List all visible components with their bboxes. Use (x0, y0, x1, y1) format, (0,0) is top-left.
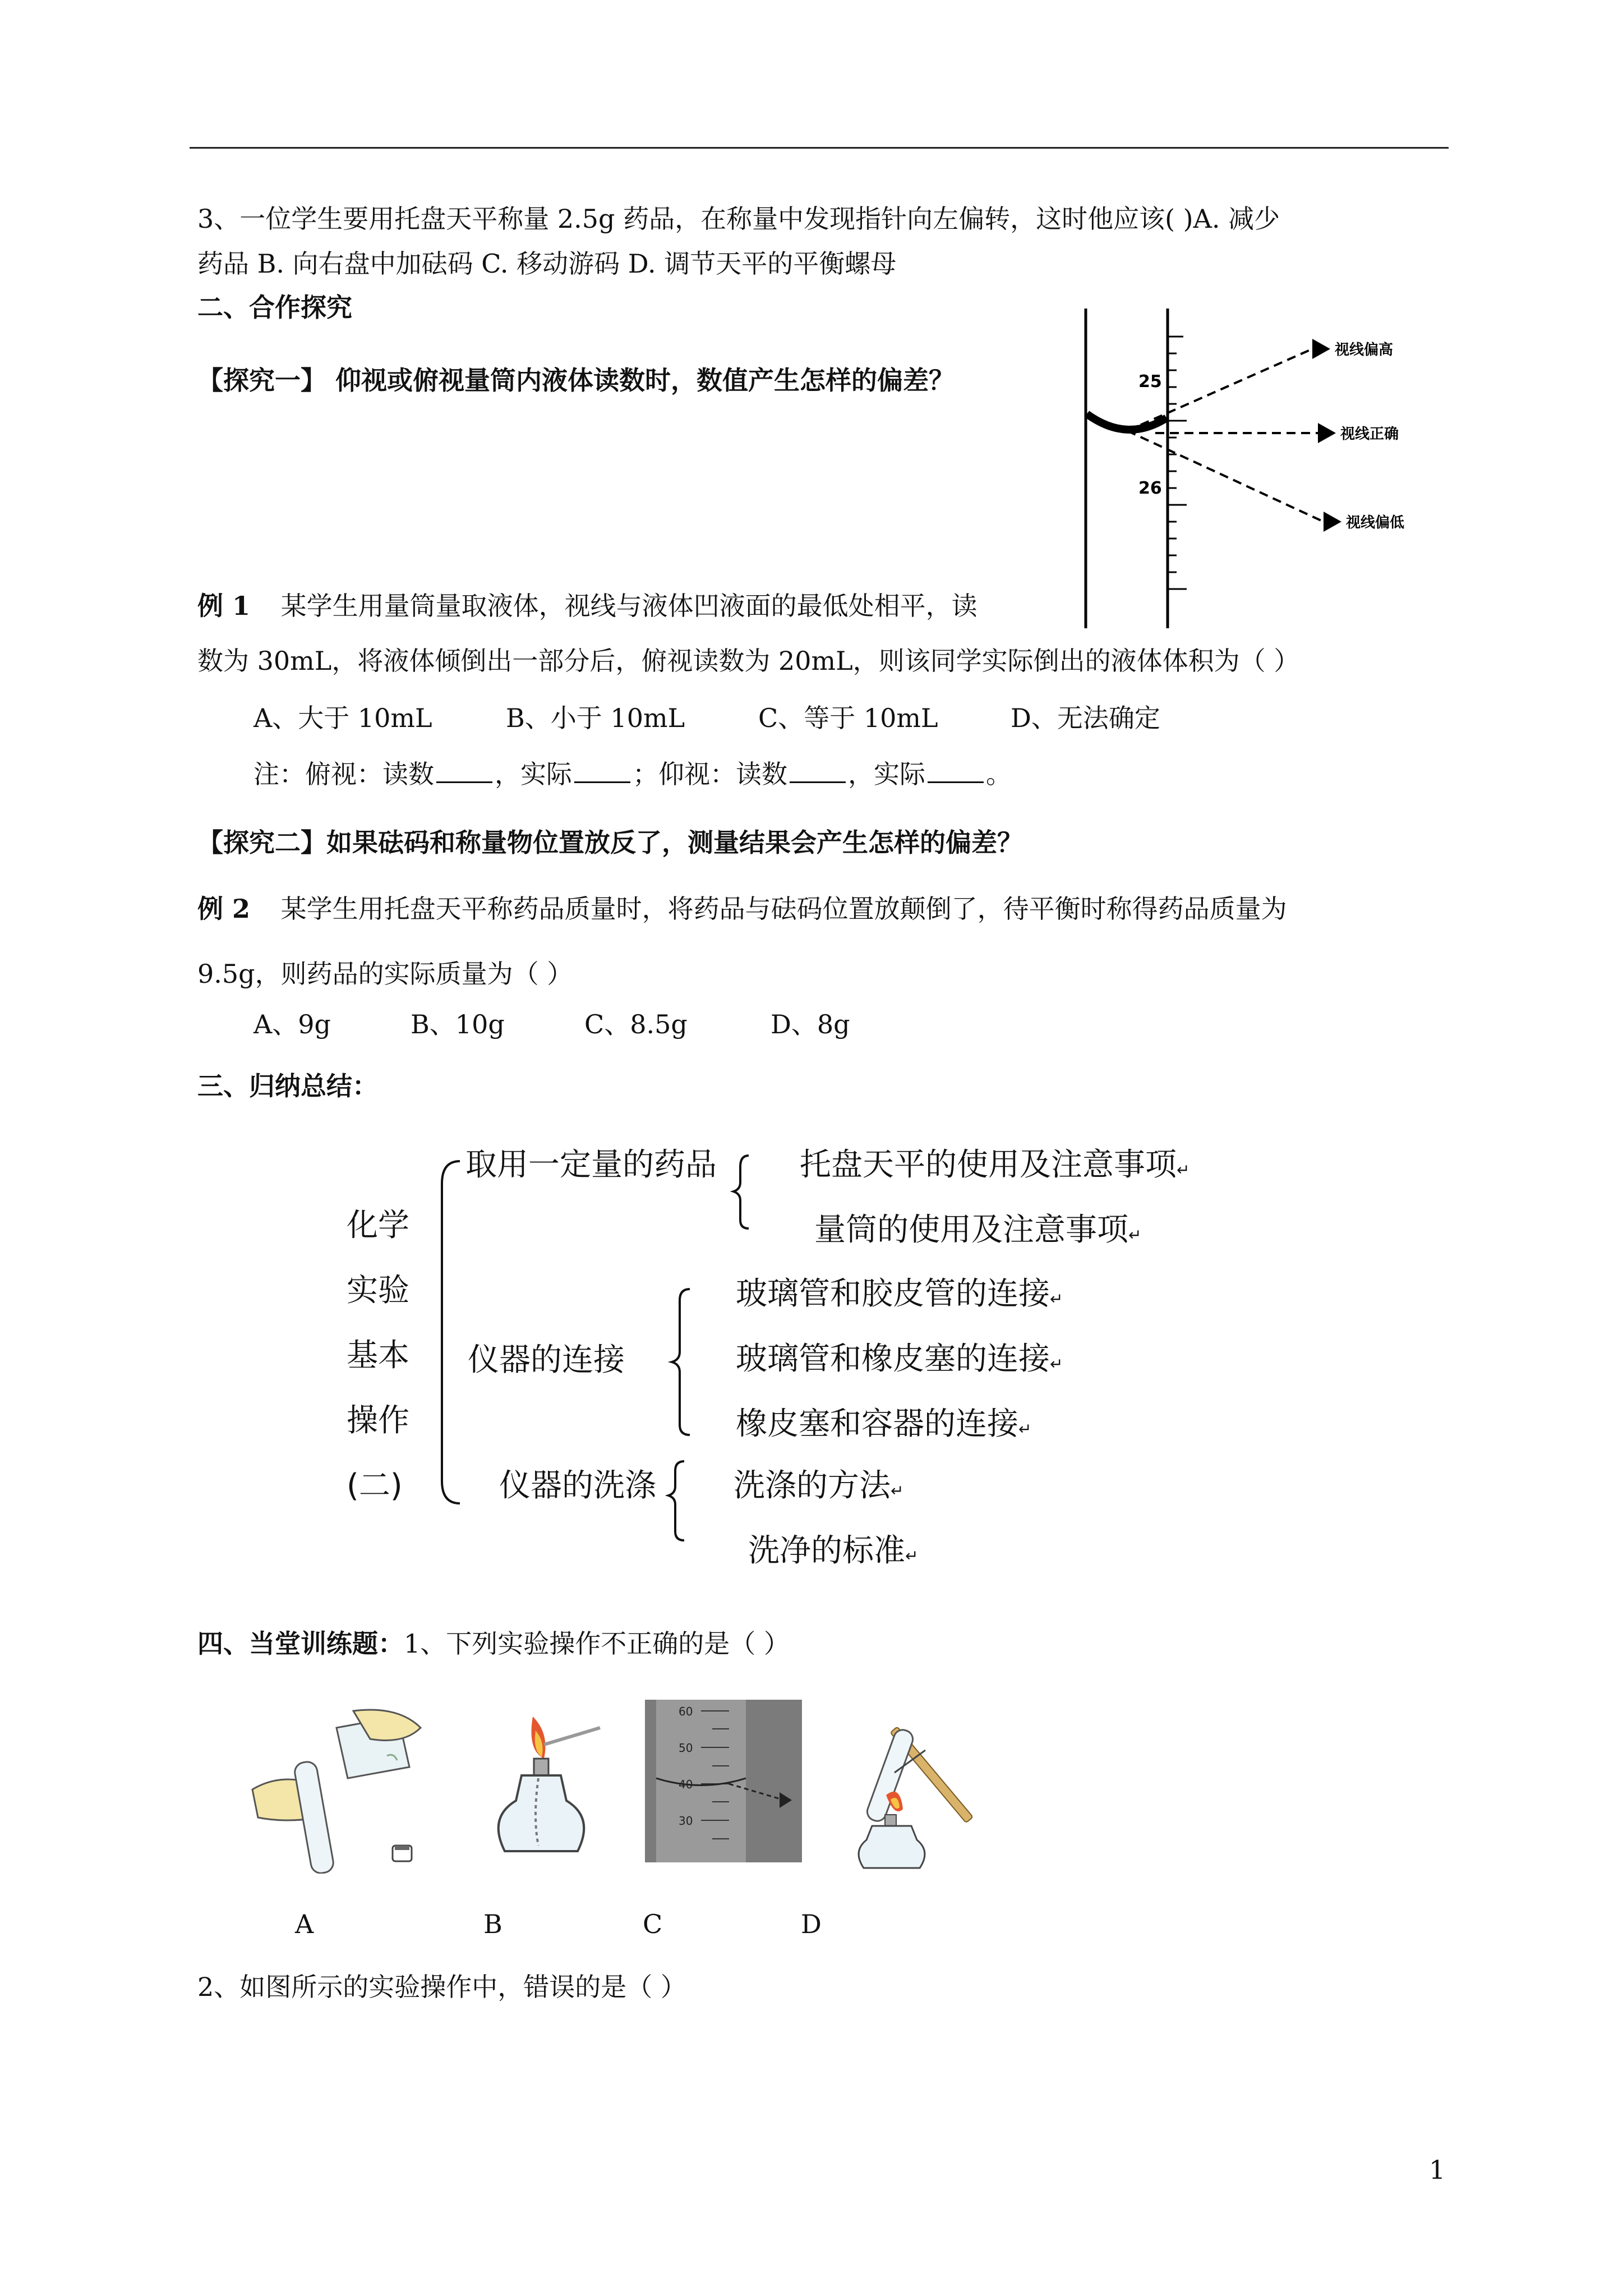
example1-line2: 数为 30mL，将液体倾倒出一部分后，俯视读数为 20mL，则该同学实际倒出的液体体积为（ ） (197, 646, 1300, 676)
example1-option-b: B、小于 10mL (506, 703, 685, 733)
image-label-b: B (483, 1909, 502, 1939)
image-d-heating-test-tube (847, 1705, 1026, 1874)
blank (436, 759, 492, 783)
cylinder-reading-diagram (1077, 303, 1458, 634)
section-3-title: 三、归纳总结： (197, 1071, 378, 1101)
label-looking-up: 视线偏高 (1335, 342, 1394, 358)
branch-1-name: 取用一定量的药品 (465, 1147, 717, 1183)
example1-label: 例 1 (197, 591, 251, 621)
example2-option-c: C、8.5g (584, 1009, 688, 1039)
image-b-alcohol-lamp (482, 1705, 606, 1874)
tick-25: 25 (1138, 372, 1162, 392)
image-label-c: C (643, 1909, 663, 1939)
cyl-tick-50: 50 (679, 1741, 693, 1755)
q2-text: 2、如图所示的实验操作中，错误的是（ ） (197, 1972, 686, 2002)
branch-3-item-2: 洗净的标准↵ (748, 1533, 919, 1569)
branch-3-item-1: 洗涤的方法↵ (734, 1467, 904, 1504)
example1-text: 某学生用量筒量取液体，视线与液体凹液面的最低处相平，读 (280, 591, 978, 621)
branch-2-item-2: 玻璃管和橡皮塞的连接↵ (736, 1341, 1063, 1377)
cyl-tick-40: 40 (679, 1778, 693, 1791)
explore1-title: 【探究一】 仰视或俯视量筒内液体读数时，数值产生怎样的偏差？ (197, 365, 955, 395)
blank (790, 759, 846, 783)
example1-option-d: D、无法确定 (1011, 703, 1160, 733)
q3-line1: 3、一位学生要用托盘天平称量 2.5g 药品，在称量中发现指针向左偏转，这时他应该( )A. 减少 (197, 204, 1280, 234)
eye-icon (1312, 339, 1330, 359)
eye-icon (1318, 423, 1336, 443)
eye-icon (1324, 512, 1341, 532)
example2-option-a: A、9g (253, 1009, 331, 1039)
branch-2-item-3: 橡皮塞和容器的连接↵ (736, 1406, 1032, 1442)
image-c-cylinder-reading (645, 1700, 802, 1862)
root-line-2: 实验 (347, 1272, 409, 1309)
example2-line1 (197, 892, 1287, 926)
page-number: 1 (1429, 2155, 1446, 2185)
example2-line2: 9.5g，则药品的实际质量为（ ） (197, 959, 573, 989)
header-rule (190, 147, 1449, 149)
q3-line2: 药品 B. 向右盘中加砝码 C. 移动游码 D. 调节天平的平衡螺母 (197, 249, 897, 279)
branch-1-item-1: 托盘天平的使用及注意事项↵ (800, 1147, 1190, 1183)
example1-line1 (197, 589, 978, 623)
root-line-3: 基本 (347, 1337, 409, 1374)
branch-3-name: 仪器的洗涤 (499, 1467, 656, 1504)
branch-2-name: 仪器的连接 (468, 1342, 625, 1378)
root-line-5: (二) (347, 1467, 403, 1504)
example2-option-d: D、8g (771, 1009, 850, 1039)
tick-26: 26 (1138, 478, 1162, 498)
example2-option-b: B、10g (411, 1009, 505, 1039)
branch-1-item-2: 量筒的使用及注意事项↵ (814, 1212, 1142, 1248)
example2-text: 某学生用托盘天平称药品质量时，将药品与砝码位置放颠倒了，待平衡时称得药品质量为 (280, 894, 1287, 924)
image-a-pouring-liquid (236, 1705, 449, 1874)
example1-option-c: C、等于 10mL (758, 703, 938, 733)
image-label-a: A (295, 1909, 314, 1939)
label-looking-down: 视线偏低 (1346, 514, 1405, 531)
section-2-title: 二、合作探究 (197, 292, 352, 323)
cyl-tick-30: 30 (679, 1814, 693, 1828)
explore2-title: 【探究二】如果砝码和称量物位置放反了，测量结果会产生怎样的偏差？ (197, 827, 1023, 858)
blank (574, 759, 630, 783)
root-line-4: 操作 (347, 1402, 409, 1439)
image-label-d: D (801, 1909, 822, 1939)
section-4-title: 四、当堂训练题： (197, 1628, 404, 1659)
label-correct: 视线正确 (1340, 426, 1399, 443)
root-line-1: 化学 (347, 1207, 409, 1244)
branch-2-item-1: 玻璃管和胶皮管的连接↵ (736, 1276, 1063, 1312)
example1-option-a: A、大于 10mL (253, 703, 432, 733)
blank (928, 759, 984, 783)
section-4-line (197, 1627, 790, 1660)
example1-note: 注：俯视：读数 ，实际 ；仰视：读数 ，实际 。 (253, 759, 1012, 789)
cyl-tick-60: 60 (679, 1705, 693, 1718)
example2-label: 例 2 (197, 894, 251, 924)
q1-text: 1、下列实验操作不正确的是（ ） (404, 1628, 790, 1659)
